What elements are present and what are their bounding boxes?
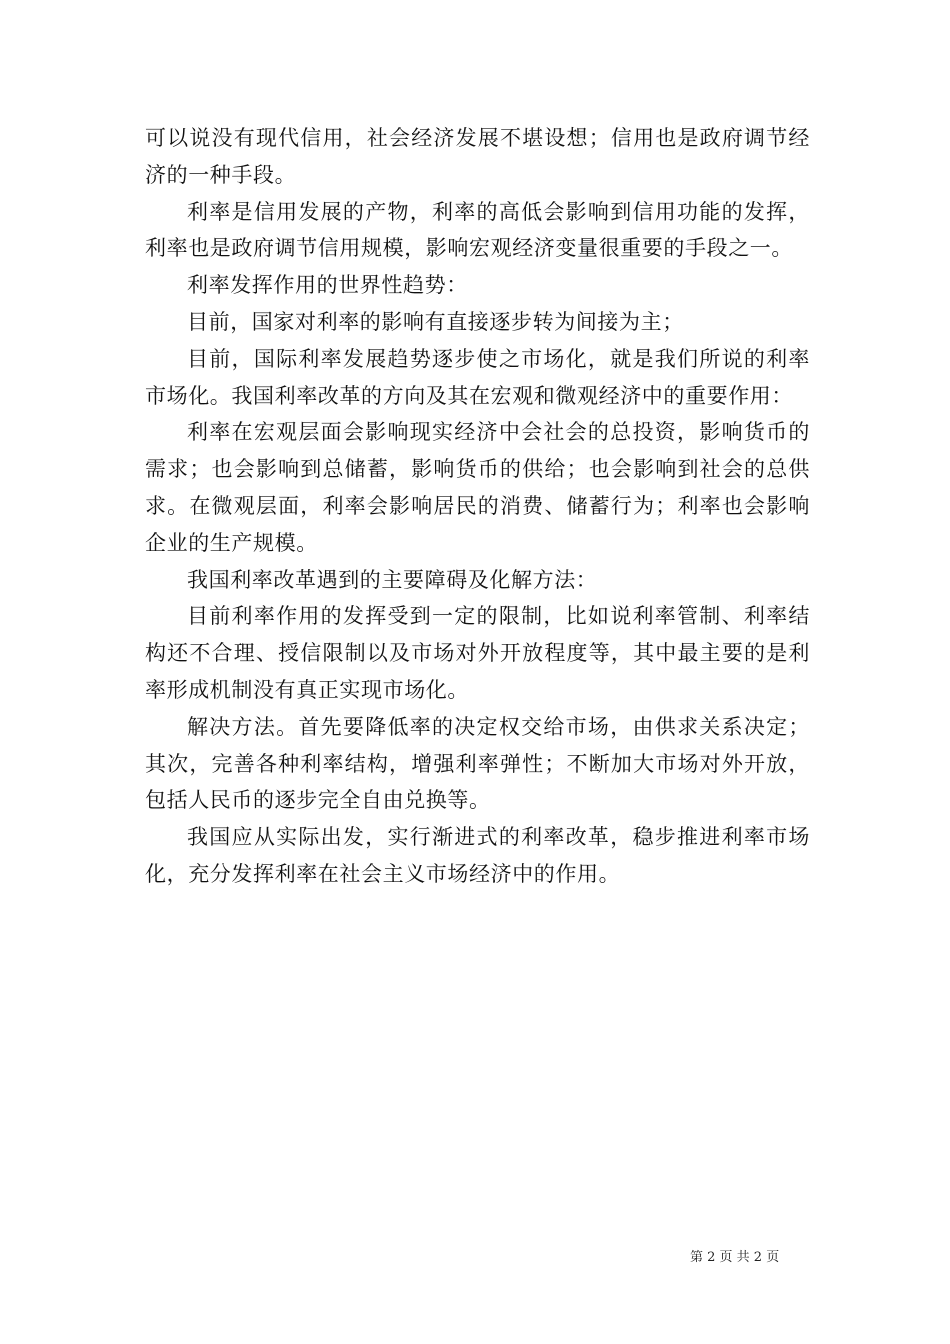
paragraph: 目前，国际利率发展趋势逐步使之市场化，就是我们所说的利率市场化。我国利率改革的方向及其在宏观和微观经济中的重要作用：: [145, 346, 810, 408]
document-body: [145, 120, 810, 893]
paragraph: 目前利率作用的发挥受到一定的限制，比如说利率管制、利率结构还不合理、授信限制以及市场对外开放程度等，其中最主要的是利率形成机制没有真正实现市场化。: [145, 604, 810, 702]
paragraph: 利率在宏观层面会影响现实经济中会社会的总投资，影响货币的需求；也会影响到总储蓄，影响货币的供给；也会影响到社会的总供求。在微观层面，利率会影响居民的消费、储蓄行为；利率也会影响企业的生产规模。: [145, 420, 810, 555]
paragraph-continuation: 可以说没有现代信用，社会经济发展不堪设想；信用也是政府调节经济的一种手段。: [145, 126, 810, 187]
paragraph: 解决方法。首先要降低率的决定权交给市场，由供求关系决定；其次，完善各种利率结构，增强利率弹性；不断加大市场对外开放，包括人民币的逐步完全自由兑换等。: [145, 714, 810, 813]
paragraph: 我国应从实际出发，实行渐进式的利率改革，稳步推进利率市场化，充分发挥利率在社会主义市场经济中的作用。: [145, 825, 810, 886]
paragraph: 利率发挥作用的世界性趋势：: [187, 273, 468, 298]
paragraph: 目前，国家对利率的影响有直接逐步转为间接为主；: [187, 309, 684, 334]
paragraph: 我国利率改革遇到的主要障碍及化解方法：: [187, 567, 598, 592]
page-number-footer: 第 2 页 共 2 页: [690, 1250, 780, 1265]
paragraph: 利率是信用发展的产物，利率的高低会影响到信用功能的发挥，利率也是政府调节信用规模，影响宏观经济变量很重要的手段之一。: [145, 199, 810, 261]
